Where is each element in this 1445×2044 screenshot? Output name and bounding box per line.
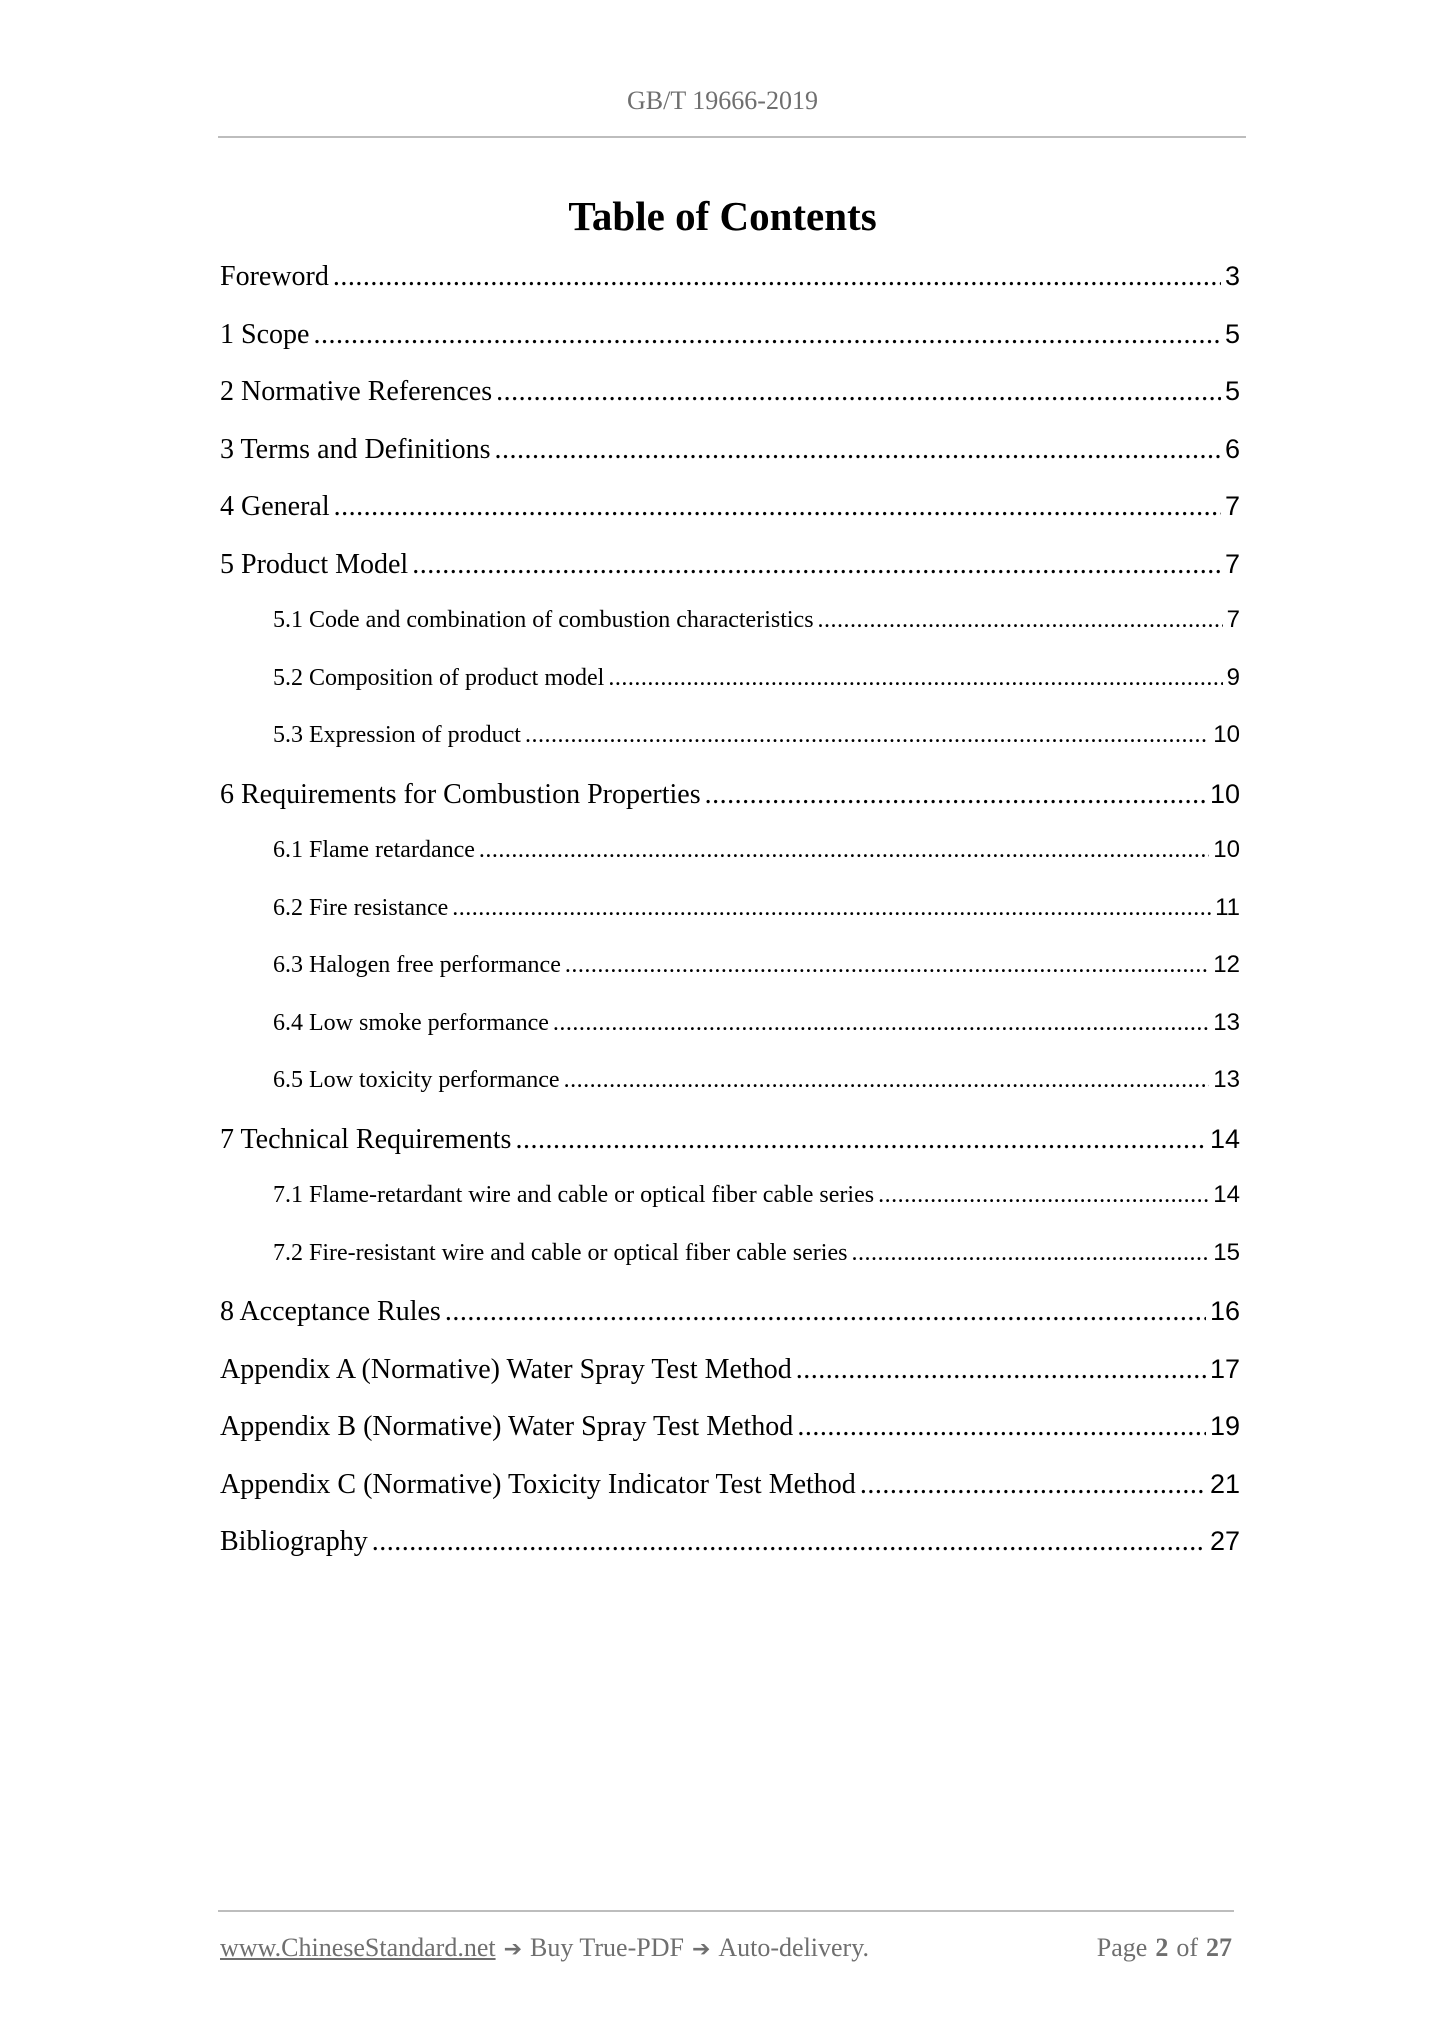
toc-entry-page: 11: [1215, 893, 1240, 921]
toc-dot-leader: [860, 1469, 1206, 1501]
toc-entry-label: 1 Scope: [220, 318, 310, 350]
toc-entry-label: Appendix A (Normative) Water Spray Test Method: [220, 1353, 792, 1385]
auto-delivery-text: Auto-delivery.: [718, 1933, 870, 1962]
current-page-number: 2: [1155, 1933, 1169, 1962]
of-word: of: [1176, 1933, 1198, 1962]
toc-entry-page: 5: [1224, 318, 1240, 349]
toc-entry-page: 13: [1213, 1008, 1240, 1036]
website-link[interactable]: www.ChineseStandard.net: [220, 1933, 496, 1962]
toc-entry[interactable]: [220, 1411, 1240, 1469]
toc-entry-page: 3: [1224, 261, 1240, 291]
arrow-right-icon: ➔: [691, 1937, 711, 1962]
toc-entry-label: 2 Normative References: [220, 376, 493, 407]
toc-entry[interactable]: [220, 1526, 1240, 1584]
toc-entry-page: 16: [1209, 1296, 1240, 1326]
toc-entry-page: 7: [1224, 491, 1240, 521]
toc-title: Table of Contents: [568, 193, 877, 239]
toc-entry-page: 10: [1213, 836, 1240, 863]
toc-entry-page: 15: [1213, 1238, 1240, 1266]
toc-dot-leader: [608, 665, 1222, 692]
toc-entry-label: 6 Requirements for Combustion Properties: [220, 778, 701, 810]
toc-dot-leader: [515, 1124, 1206, 1156]
toc-dot-leader: [313, 319, 1221, 351]
toc-dot-leader: [525, 722, 1209, 749]
toc-list: [220, 261, 1240, 1584]
toc-entry-label: 6.1 Flame retardance: [273, 837, 475, 863]
toc-entry-label: 4 General: [220, 491, 330, 522]
toc-entry-page: 14: [1209, 1123, 1240, 1154]
toc-dot-leader: [851, 1240, 1209, 1267]
toc-entry-label: 7.2 Fire-resistant wire and cable or optical fiber cable series: [273, 1239, 848, 1266]
toc-entry-label: 5 Product Model: [220, 548, 409, 580]
toc-entry-label: 8 Acceptance Rules: [220, 1296, 441, 1327]
toc-entry-label: 5.1 Code and combination of combustion characteristics: [273, 607, 814, 633]
toc-entry-page: 17: [1209, 1353, 1240, 1384]
toc-entry-label: 5.3 Expression of product: [273, 722, 521, 748]
toc-dot-leader: [494, 434, 1220, 466]
toc-entry-page: 12: [1213, 951, 1240, 978]
buy-true-pdf-text: Buy True-PDF: [530, 1933, 684, 1962]
toc-entry[interactable]: [220, 951, 1240, 1009]
toc-entry[interactable]: [220, 779, 1240, 837]
toc-entry-page: 27: [1209, 1526, 1240, 1556]
toc-entry[interactable]: [220, 261, 1240, 319]
toc-entry[interactable]: [220, 319, 1240, 377]
toc-entry[interactable]: [220, 549, 1240, 607]
toc-entry-page: 6: [1224, 433, 1240, 464]
toc-entry-label: 5.2 Composition of product model: [273, 664, 605, 691]
toc-entry-page: 9: [1226, 663, 1240, 691]
toc-entry[interactable]: [220, 664, 1240, 722]
toc-entry-page: 19: [1209, 1411, 1240, 1441]
toc-entry-label: Appendix C (Normative) Toxicity Indicator Test Method: [220, 1468, 856, 1500]
toc-entry-page: 7: [1224, 548, 1240, 579]
toc-dot-leader: [564, 1067, 1210, 1094]
toc-entry-label: 6.2 Fire resistance: [273, 894, 449, 921]
toc-dot-leader: [372, 1526, 1206, 1558]
toc-entry-page: 21: [1209, 1468, 1240, 1499]
footer-divider: [218, 1910, 1234, 1912]
toc-entry-page: 14: [1213, 1181, 1240, 1208]
toc-entry-page: 7: [1226, 606, 1240, 633]
page-counter: [1097, 1933, 1232, 1963]
toc-entry[interactable]: [220, 836, 1240, 894]
toc-dot-leader: [479, 837, 1209, 864]
toc-entry[interactable]: [220, 1066, 1240, 1124]
toc-dot-leader: [412, 549, 1221, 581]
toc-entry[interactable]: [220, 1354, 1240, 1412]
toc-dot-leader: [818, 607, 1223, 634]
toc-dot-leader: [334, 491, 1221, 523]
toc-dot-leader: [496, 376, 1221, 408]
toc-entry-label: 6.4 Low smoke performance: [273, 1009, 549, 1036]
toc-dot-leader: [445, 1296, 1206, 1328]
toc-entry[interactable]: [220, 1181, 1240, 1239]
toc-entry[interactable]: [220, 1239, 1240, 1297]
toc-entry-page: 13: [1213, 1066, 1240, 1093]
toc-dot-leader: [796, 1354, 1206, 1386]
toc-dot-leader: [705, 779, 1206, 811]
toc-entry-label: 6.5 Low toxicity performance: [273, 1067, 560, 1093]
toc-dot-leader: [452, 895, 1211, 922]
toc-entry[interactable]: [220, 1469, 1240, 1527]
toc-entry-label: 7.1 Flame-retardant wire and cable or optical fiber cable series: [273, 1182, 875, 1208]
toc-entry-label: Foreword: [220, 261, 329, 292]
header-divider: [218, 136, 1246, 138]
toc-entry-label: 7 Technical Requirements: [220, 1123, 512, 1155]
toc-dot-leader: [333, 261, 1221, 293]
toc-entry-page: 10: [1209, 778, 1240, 809]
toc-entry[interactable]: [220, 1009, 1240, 1067]
toc-dot-leader: [878, 1182, 1209, 1209]
toc-dot-leader: [565, 952, 1209, 979]
toc-entry-label: 3 Terms and Definitions: [220, 433, 491, 465]
toc-entry-label: Bibliography: [220, 1526, 368, 1557]
page-word: Page: [1096, 1933, 1148, 1962]
toc-entry-label: 6.3 Halogen free performance: [273, 952, 561, 978]
toc-entry[interactable]: [220, 721, 1240, 779]
toc-entry[interactable]: [220, 434, 1240, 492]
toc-entry[interactable]: [220, 894, 1240, 952]
toc-entry-page: 5: [1224, 376, 1240, 406]
footer: [220, 1933, 1232, 1963]
toc-dot-leader: [797, 1411, 1206, 1443]
total-pages-number: 27: [1206, 1933, 1232, 1962]
toc-entry-page: 10: [1213, 721, 1240, 748]
toc-entry[interactable]: [220, 1296, 1240, 1354]
toc-entry[interactable]: [220, 606, 1240, 664]
toc-entry-label: Appendix B (Normative) Water Spray Test Method: [220, 1411, 794, 1442]
header-doc-code: GB/T 19666-2019: [627, 86, 818, 115]
toc-entry[interactable]: [220, 376, 1240, 434]
arrow-right-icon: ➔: [503, 1937, 523, 1962]
toc-entry[interactable]: [220, 1124, 1240, 1182]
toc-dot-leader: [553, 1010, 1209, 1037]
toc-entry[interactable]: [220, 491, 1240, 549]
footer-promo: [220, 1933, 869, 1963]
